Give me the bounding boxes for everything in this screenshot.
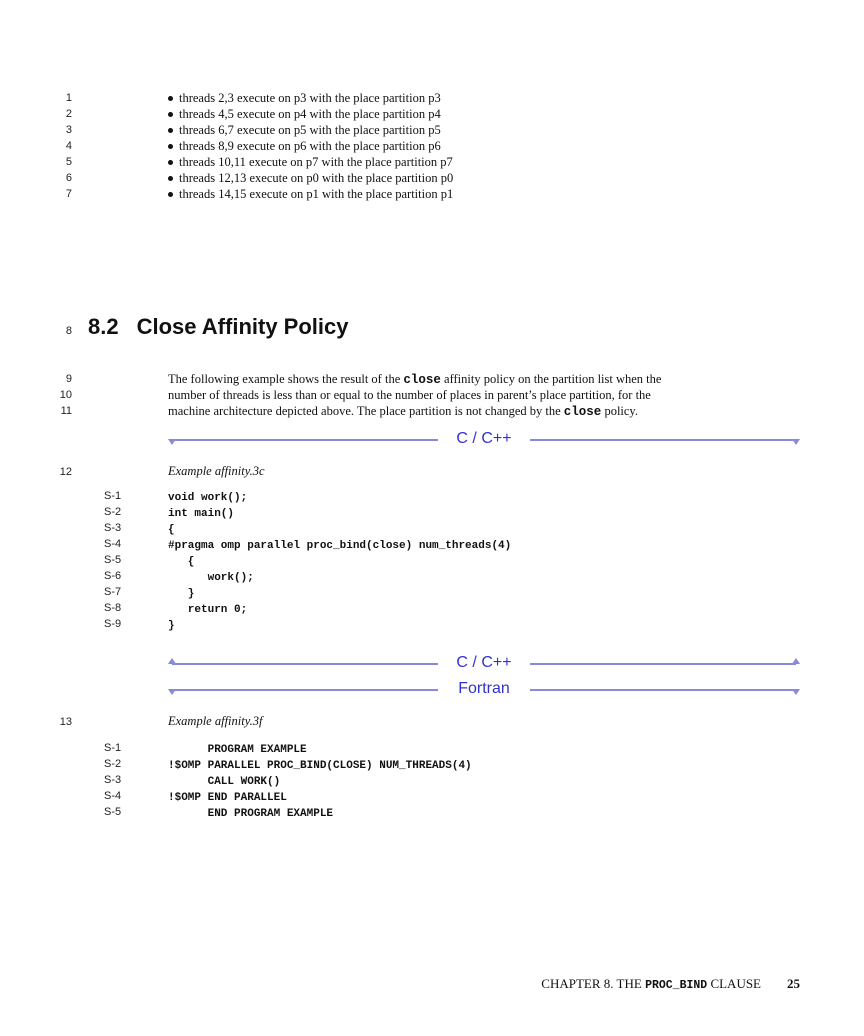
bullet-icon — [168, 128, 173, 133]
code-line: int main() — [168, 508, 235, 520]
line-number: 5 — [65, 156, 72, 168]
code-line: !$OMP END PARALLEL — [168, 792, 287, 804]
paragraph-line: machine architecture depicted above. The place partition is not changed by the close policy. — [168, 404, 638, 419]
banner-label: Fortran — [458, 680, 510, 697]
source-line-number: S-8 — [104, 602, 122, 614]
line-number: 2 — [65, 108, 72, 120]
page-footer: CHAPTER 8. THE PROC_BIND CLAUSE 25 — [541, 976, 800, 992]
line-number: 10 — [59, 389, 72, 401]
list-item: threads 12,13 execute on p0 with the place partition p0 — [168, 170, 453, 186]
source-line-number: S-9 — [104, 618, 122, 630]
section-title: Close Affinity Policy — [136, 314, 349, 339]
page-number: 25 — [787, 976, 800, 991]
language-banner-c-end — [168, 654, 800, 674]
source-line-number: S-5 — [104, 806, 122, 818]
line-number: 8 — [65, 325, 72, 337]
source-line-number: S-7 — [104, 586, 122, 598]
code-line: #pragma omp parallel proc_bind(close) num_threads(4) — [168, 540, 512, 552]
paragraph-line: The following example shows the result of the close affinity policy on the partition list when the — [168, 372, 662, 387]
source-line-number: S-4 — [104, 790, 122, 802]
list-item: threads 8,9 execute on p6 with the place partition p6 — [168, 138, 441, 154]
code-line: return 0; — [168, 604, 248, 616]
list-item: threads 2,3 execute on p3 with the place partition p3 — [168, 90, 441, 106]
line-number: 1 — [65, 92, 72, 104]
section-heading — [88, 314, 348, 340]
list-item: threads 6,7 execute on p5 with the place partition p5 — [168, 122, 441, 138]
line-number: 13 — [59, 716, 72, 728]
bullet-icon — [168, 96, 173, 101]
line-number: 6 — [65, 172, 72, 184]
source-line-number: S-3 — [104, 774, 122, 786]
code-line: work(); — [168, 572, 254, 584]
list-item: threads 10,11 execute on p7 with the place partition p7 — [168, 154, 453, 170]
source-line-number: S-2 — [104, 506, 122, 518]
code-line: { — [168, 556, 195, 568]
paragraph-line: number of threads is less than or equal to the number of places in parent’s place partition, for the — [168, 388, 651, 402]
banner-label: C / C++ — [456, 430, 512, 447]
code-line: { — [168, 524, 175, 536]
line-number: 3 — [65, 124, 72, 136]
list-item: threads 14,15 execute on p1 with the place partition p1 — [168, 186, 453, 202]
bullet-icon — [168, 160, 173, 165]
line-number: 4 — [65, 140, 72, 152]
language-banner-c-start — [168, 430, 800, 450]
line-number: 7 — [65, 188, 72, 200]
bullet-icon — [168, 176, 173, 181]
source-line-number: S-3 — [104, 522, 122, 534]
code-line: } — [168, 620, 175, 632]
source-line-number: S-4 — [104, 538, 122, 550]
banner-label: C / C++ — [456, 654, 512, 671]
code-line: CALL WORK() — [168, 776, 281, 788]
line-number: 9 — [65, 373, 72, 385]
code-line: PROGRAM EXAMPLE — [168, 744, 307, 756]
section-number: 8.2 — [88, 314, 119, 339]
code-line: END PROGRAM EXAMPLE — [168, 808, 334, 820]
code-line: } — [168, 588, 195, 600]
code-line: !$OMP PARALLEL PROC_BIND(CLOSE) NUM_THREADS(4) — [168, 760, 472, 772]
bullet-icon — [168, 112, 173, 117]
line-number: 11 — [60, 405, 72, 417]
source-line-number: S-1 — [104, 742, 122, 754]
line-number: 12 — [59, 466, 72, 478]
source-line-number: S-5 — [104, 554, 122, 566]
source-line-number: S-2 — [104, 758, 122, 770]
source-line-number: S-6 — [104, 570, 122, 582]
example-caption: Example affinity.3f — [168, 714, 263, 728]
example-caption: Example affinity.3c — [168, 464, 265, 478]
bullet-icon — [168, 144, 173, 149]
code-line: void work(); — [168, 492, 248, 504]
list-item: threads 4,5 execute on p4 with the place partition p4 — [168, 106, 441, 122]
source-line-number: S-1 — [104, 490, 122, 502]
language-banner-fortran-start — [168, 680, 800, 700]
bullet-icon — [168, 192, 173, 197]
